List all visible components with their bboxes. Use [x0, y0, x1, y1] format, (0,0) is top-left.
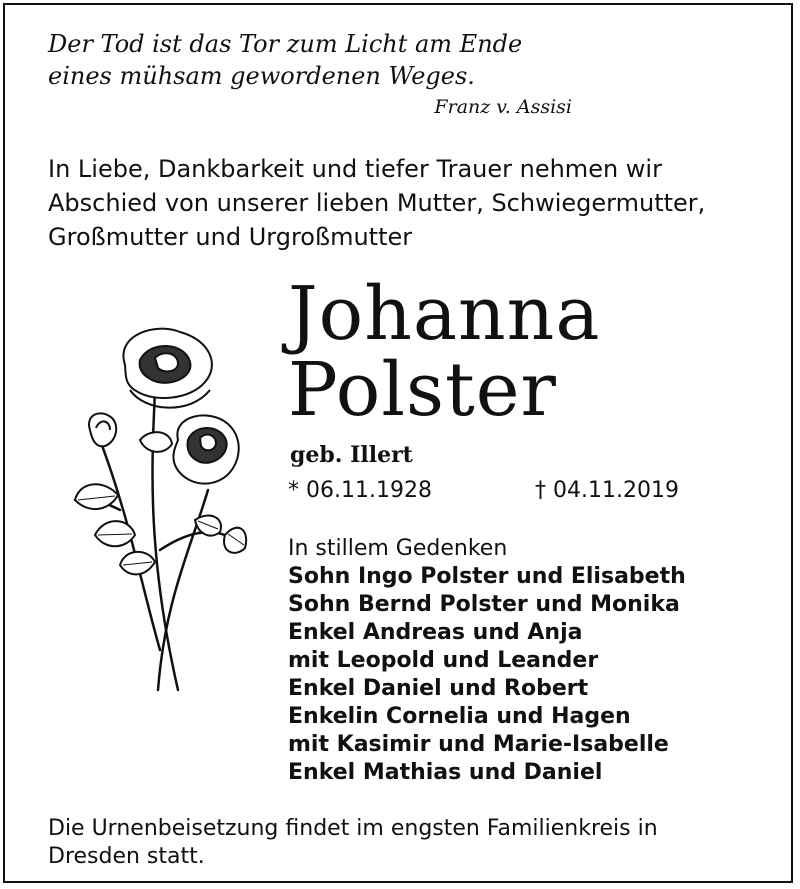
deceased-first-name: Johanna	[288, 271, 601, 357]
closing-line: Die Urnenbeisetzung findet im engsten Familienkreis in	[48, 816, 658, 841]
quote	[48, 28, 522, 92]
life-dates	[288, 478, 679, 503]
family-member: Sohn Ingo Polster und Elisabeth	[288, 564, 686, 589]
family-member: Enkel Andreas und Anja	[288, 620, 583, 645]
quote-line: eines mühsam gewordenen Weges.	[48, 62, 475, 90]
family-member: mit Kasimir und Marie-Isabelle	[288, 732, 669, 757]
family-member: mit Leopold und Leander	[288, 648, 599, 673]
intro-line: Abschied von unserer lieben Mutter, Schwiegermutter,	[48, 189, 706, 217]
deceased-name	[288, 271, 601, 433]
quote-line: Der Tod ist das Tor zum Licht am Ende	[48, 30, 523, 58]
family-names	[288, 563, 686, 787]
deceased-last-name: Polster	[288, 347, 557, 433]
intro-text	[48, 152, 705, 254]
family-member: Enkel Mathias und Daniel	[288, 760, 603, 785]
family-heading: In stillem Gedenken	[288, 536, 508, 561]
death-date: † 04.11.2019	[535, 478, 679, 503]
family-member: Enkelin Cornelia und Hagen	[288, 704, 631, 729]
closing-line: Dresden statt.	[48, 844, 205, 869]
family-member: Enkel Daniel und Robert	[288, 676, 589, 701]
intro-line: In Liebe, Dankbarkeit und tiefer Trauer nehmen wir	[48, 155, 662, 183]
rose-illustration-icon	[60, 320, 250, 710]
born-name: geb. Illert	[290, 442, 413, 468]
quote-author: Franz v. Assisi	[434, 96, 572, 118]
intro-line: Großmutter und Urgroßmutter	[48, 223, 413, 251]
closing-text	[48, 815, 658, 871]
family-member: Sohn Bernd Polster und Monika	[288, 592, 680, 617]
family-section	[288, 535, 686, 787]
birth-date: * 06.11.1928	[288, 478, 432, 503]
